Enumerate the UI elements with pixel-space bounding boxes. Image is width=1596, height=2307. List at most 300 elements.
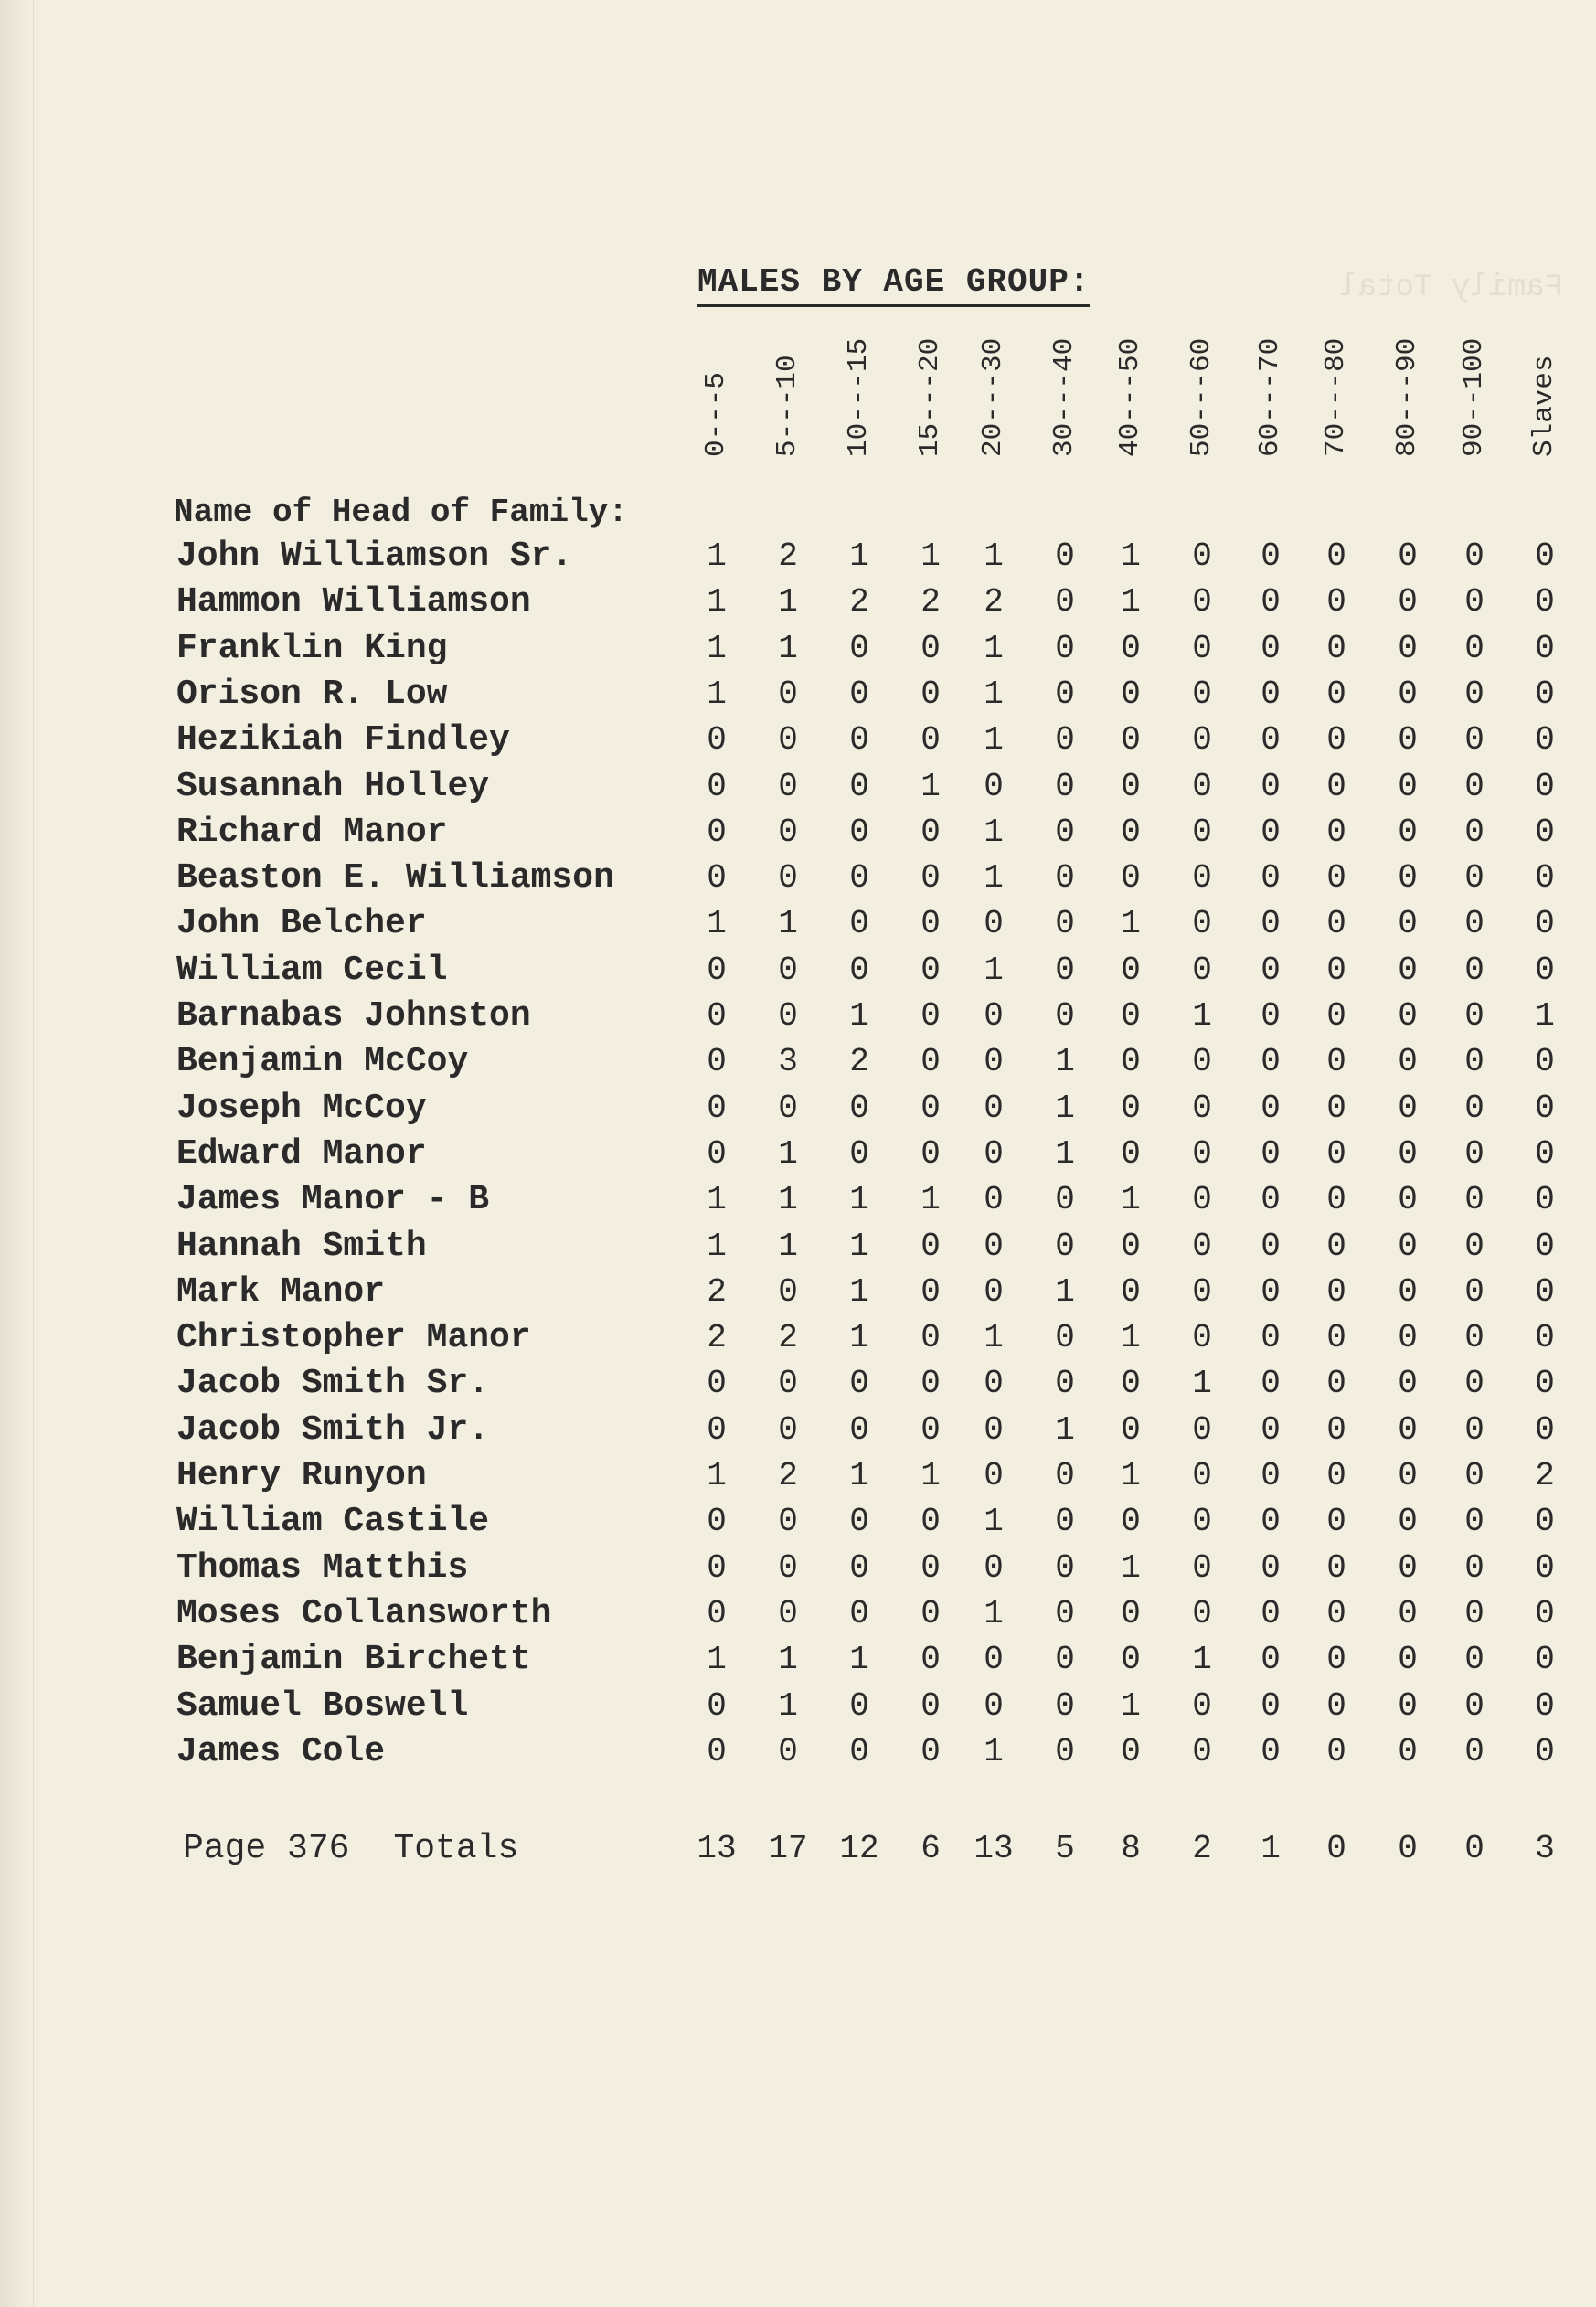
count-cell: 1: [1055, 1134, 1075, 1173]
count-cell: 1: [1055, 1272, 1075, 1311]
column-header: [1527, 320, 1563, 494]
count-cell: 0: [1398, 1272, 1418, 1311]
count-cell: 0: [1055, 675, 1075, 713]
count-cell: 2: [984, 583, 1004, 622]
count-cell: 1: [707, 1457, 727, 1494]
count-cell: 0: [1398, 1503, 1418, 1541]
count-cell: 1: [1192, 997, 1212, 1035]
count-cell: 0: [778, 997, 798, 1035]
count-cell: 0: [1261, 675, 1281, 713]
count-cell: 0: [1261, 1457, 1281, 1494]
count-cell: 0: [707, 813, 727, 851]
count-cell: 0: [1326, 1181, 1346, 1219]
count-cell: 1: [778, 1227, 798, 1265]
count-cell: 0: [1326, 997, 1346, 1035]
table-row: [0, 901, 1596, 947]
total-cell: 8: [1121, 1830, 1141, 1867]
count-cell: 0: [1326, 721, 1346, 760]
count-cell: 0: [1261, 721, 1281, 760]
table-row: [0, 1453, 1596, 1499]
column-header: [1184, 320, 1220, 494]
count-cell: 0: [1464, 1181, 1484, 1219]
count-cell: 0: [1121, 1089, 1141, 1127]
count-cell: 0: [920, 951, 941, 989]
count-cell: 0: [1535, 859, 1555, 898]
count-cell: 0: [1398, 859, 1418, 898]
count-cell: 0: [778, 675, 798, 713]
count-cell: 0: [1055, 1457, 1075, 1494]
count-cell: 0: [849, 859, 869, 898]
column-header: [770, 320, 806, 494]
count-cell: 0: [920, 1089, 941, 1127]
count-cell: 0: [1398, 583, 1418, 622]
count-cell: 0: [1261, 537, 1281, 575]
count-cell: 0: [1121, 1641, 1141, 1679]
count-cell: 0: [1398, 1134, 1418, 1173]
count-cell: 0: [1055, 1548, 1075, 1587]
count-cell: 0: [1055, 1365, 1075, 1403]
total-cell: 12: [839, 1830, 879, 1867]
count-cell: 0: [1121, 951, 1141, 989]
count-cell: 1: [984, 1732, 1004, 1770]
count-cell: 0: [984, 1548, 1004, 1587]
count-cell: 0: [1535, 675, 1555, 713]
head-of-family-name: Samuel Boswell: [176, 1685, 469, 1726]
count-cell: 0: [1398, 951, 1418, 989]
table-row: [0, 1177, 1596, 1223]
column-header-label: 20---30: [977, 337, 1009, 457]
count-cell: 0: [849, 1134, 869, 1173]
count-cell: 0: [920, 905, 941, 943]
count-cell: 0: [1398, 1319, 1418, 1357]
count-cell: 1: [1121, 1686, 1141, 1725]
table-row: [0, 1408, 1596, 1453]
count-cell: 0: [1326, 583, 1346, 622]
count-cell: 0: [1055, 859, 1075, 898]
count-cell: 1: [707, 583, 727, 622]
count-cell: 0: [1055, 629, 1075, 667]
count-cell: 0: [920, 1365, 941, 1403]
count-cell: 2: [778, 1319, 798, 1357]
count-cell: 0: [1398, 1457, 1418, 1494]
count-cell: 0: [1261, 1641, 1281, 1679]
count-cell: 0: [1055, 537, 1075, 575]
count-cell: 1: [1192, 1365, 1212, 1403]
column-header: [1047, 320, 1083, 494]
count-cell: 0: [1261, 813, 1281, 851]
count-cell: 0: [849, 629, 869, 667]
count-cell: 0: [920, 1272, 941, 1311]
count-cell: 0: [707, 859, 727, 898]
head-of-family-name: James Cole: [176, 1731, 386, 1771]
head-of-family-name: Moses Collansworth: [176, 1593, 552, 1633]
count-cell: 1: [778, 1641, 798, 1679]
count-cell: 0: [778, 721, 798, 760]
count-cell: 0: [1326, 629, 1346, 667]
count-cell: 0: [1535, 721, 1555, 760]
count-cell: 0: [707, 1503, 727, 1541]
count-cell: 1: [849, 1181, 869, 1219]
count-cell: 0: [1398, 1227, 1418, 1265]
table-heading: MALES BY AGE GROUP:: [697, 263, 1090, 307]
count-cell: 0: [920, 1594, 941, 1632]
column-header: [912, 320, 949, 494]
column-header-label: 10---15: [843, 337, 875, 457]
count-cell: 0: [1192, 905, 1212, 943]
count-cell: 1: [984, 1594, 1004, 1632]
head-of-family-name: Orison R. Low: [176, 674, 448, 714]
count-cell: 0: [1398, 905, 1418, 943]
table-row: [0, 1591, 1596, 1637]
count-cell: 1: [849, 537, 869, 575]
count-cell: 0: [1055, 813, 1075, 851]
count-cell: 0: [707, 997, 727, 1035]
count-cell: 1: [778, 1134, 798, 1173]
count-cell: 1: [1121, 905, 1141, 943]
count-cell: 0: [984, 1181, 1004, 1219]
count-cell: 0: [1464, 629, 1484, 667]
count-cell: 0: [984, 997, 1004, 1035]
count-cell: 0: [1398, 1410, 1418, 1449]
head-of-family-name: Mark Manor: [176, 1271, 386, 1312]
count-cell: 0: [707, 1686, 727, 1725]
count-cell: 0: [1398, 1365, 1418, 1403]
count-cell: 0: [920, 1548, 941, 1587]
count-cell: 0: [778, 1594, 798, 1632]
table-row: [0, 626, 1596, 672]
head-of-family-name: Susannah Holley: [176, 766, 490, 806]
head-of-family-name: Hezikiah Findley: [176, 720, 510, 760]
column-header: [1456, 320, 1493, 494]
count-cell: 0: [1121, 721, 1141, 760]
count-cell: 0: [1261, 859, 1281, 898]
column-header-label: 5---10: [771, 355, 803, 457]
count-cell: 0: [1055, 905, 1075, 943]
count-cell: 0: [1398, 537, 1418, 575]
count-cell: 0: [849, 767, 869, 805]
count-cell: 0: [1398, 1641, 1418, 1679]
total-cell: 0: [1398, 1830, 1418, 1867]
table-row: [0, 764, 1596, 810]
count-cell: 0: [1261, 629, 1281, 667]
count-cell: 1: [920, 767, 941, 805]
count-cell: 0: [1261, 1686, 1281, 1725]
count-cell: 0: [1326, 1043, 1346, 1081]
count-cell: 0: [1192, 1686, 1212, 1725]
count-cell: 1: [707, 1227, 727, 1265]
table-row: [0, 1132, 1596, 1177]
count-cell: 0: [1192, 813, 1212, 851]
count-cell: 0: [707, 721, 727, 760]
count-cell: 1: [984, 629, 1004, 667]
count-cell: 0: [984, 1272, 1004, 1311]
count-cell: 0: [1121, 1503, 1141, 1541]
count-cell: 1: [1055, 1410, 1075, 1449]
count-cell: 0: [984, 1457, 1004, 1494]
count-cell: 0: [1535, 1641, 1555, 1679]
column-header: [1252, 320, 1289, 494]
count-cell: 0: [1326, 1457, 1346, 1494]
count-cell: 1: [1121, 1457, 1141, 1494]
count-cell: 0: [920, 1319, 941, 1357]
count-cell: 0: [1192, 1089, 1212, 1127]
count-cell: 0: [984, 767, 1004, 805]
count-cell: 0: [849, 1686, 869, 1725]
totals-row: [0, 1826, 1596, 1872]
count-cell: 0: [1464, 1410, 1484, 1449]
count-cell: 0: [1464, 1732, 1484, 1770]
count-cell: 0: [1121, 629, 1141, 667]
head-of-family-name: James Manor - B: [176, 1180, 490, 1220]
count-cell: 1: [984, 813, 1004, 851]
count-cell: 0: [1055, 721, 1075, 760]
count-cell: 0: [920, 1043, 941, 1081]
count-cell: 0: [1464, 1641, 1484, 1679]
count-cell: 1: [849, 1319, 869, 1357]
count-cell: 0: [1398, 1594, 1418, 1632]
count-cell: 0: [984, 1686, 1004, 1725]
count-cell: 0: [1326, 905, 1346, 943]
count-cell: 0: [1261, 1548, 1281, 1587]
count-cell: 0: [920, 813, 941, 851]
count-cell: 0: [1192, 859, 1212, 898]
count-cell: 0: [1121, 997, 1141, 1035]
count-cell: 0: [707, 1410, 727, 1449]
table-row: [0, 856, 1596, 901]
head-of-family-name: Henry Runyon: [176, 1456, 427, 1495]
count-cell: 0: [1326, 1319, 1346, 1357]
count-cell: 0: [1464, 1686, 1484, 1725]
count-cell: 0: [1326, 859, 1346, 898]
count-cell: 1: [778, 905, 798, 943]
count-cell: 0: [778, 1089, 798, 1127]
count-cell: 0: [1535, 1365, 1555, 1403]
count-cell: 0: [849, 1594, 869, 1632]
total-cell: 0: [1464, 1830, 1484, 1867]
count-cell: 0: [1326, 1365, 1346, 1403]
age-group-column-headers: [0, 320, 1596, 494]
count-cell: 0: [1261, 1319, 1281, 1357]
count-cell: 0: [1535, 1548, 1555, 1587]
count-cell: 0: [1464, 1594, 1484, 1632]
count-cell: 0: [1121, 1410, 1141, 1449]
count-cell: 0: [1121, 813, 1141, 851]
count-cell: 0: [1464, 905, 1484, 943]
count-cell: 0: [1398, 721, 1418, 760]
total-cell: 2: [1192, 1830, 1212, 1867]
count-cell: 1: [707, 1641, 727, 1679]
count-cell: 0: [1192, 1548, 1212, 1587]
total-cell: 13: [974, 1830, 1014, 1867]
count-cell: 0: [1055, 583, 1075, 622]
count-cell: 1: [1121, 537, 1141, 575]
count-cell: 0: [1326, 1641, 1346, 1679]
count-cell: 0: [1326, 1272, 1346, 1311]
count-cell: 0: [1121, 1227, 1141, 1265]
count-cell: 0: [1464, 1227, 1484, 1265]
table-row: [0, 1637, 1596, 1683]
count-cell: 0: [1535, 1732, 1555, 1770]
name-column-label: Name of Head of Family:: [174, 494, 628, 531]
count-cell: 1: [849, 1272, 869, 1311]
count-cell: 0: [849, 1410, 869, 1449]
count-cell: 1: [707, 675, 727, 713]
count-cell: 0: [1192, 537, 1212, 575]
count-cell: 0: [707, 1548, 727, 1587]
count-cell: 0: [1192, 767, 1212, 805]
count-cell: 0: [920, 1503, 941, 1541]
count-cell: 0: [1121, 859, 1141, 898]
count-cell: 0: [1326, 1548, 1346, 1587]
count-cell: 0: [1192, 629, 1212, 667]
count-cell: 0: [849, 1503, 869, 1541]
column-header-label: Slaves: [1528, 355, 1560, 457]
count-cell: 0: [1535, 1089, 1555, 1127]
count-cell: 0: [1326, 1594, 1346, 1632]
count-cell: 0: [778, 813, 798, 851]
count-cell: 0: [1261, 1365, 1281, 1403]
column-header-label: 15---20: [914, 337, 946, 457]
count-cell: 0: [984, 1043, 1004, 1081]
count-cell: 0: [1326, 951, 1346, 989]
count-cell: 1: [984, 1319, 1004, 1357]
count-cell: 0: [1326, 1410, 1346, 1449]
head-of-family-name: Jacob Smith Sr.: [176, 1364, 490, 1404]
count-cell: 0: [1261, 1043, 1281, 1081]
count-cell: 0: [920, 629, 941, 667]
count-cell: 0: [1261, 1410, 1281, 1449]
count-cell: 0: [1192, 1457, 1212, 1494]
head-of-family-name: Christopher Manor: [176, 1318, 531, 1358]
column-header-label: 50---60: [1186, 337, 1218, 457]
table-row: [0, 1270, 1596, 1315]
total-cell: 3: [1535, 1830, 1555, 1867]
count-cell: 1: [778, 1686, 798, 1725]
count-cell: 0: [984, 905, 1004, 943]
count-cell: 0: [1121, 767, 1141, 805]
count-cell: 0: [849, 721, 869, 760]
head-of-family-name: John Williamson Sr.: [176, 537, 573, 576]
count-cell: 0: [984, 1089, 1004, 1127]
table-row: [0, 1684, 1596, 1729]
count-cell: 0: [920, 1641, 941, 1679]
count-cell: 0: [1192, 1272, 1212, 1311]
count-cell: 0: [1464, 1457, 1484, 1494]
table-row: [0, 672, 1596, 718]
count-cell: 1: [984, 951, 1004, 989]
count-cell: 1: [849, 1641, 869, 1679]
count-cell: 0: [1192, 1503, 1212, 1541]
column-header: [975, 320, 1012, 494]
count-cell: 0: [1464, 1089, 1484, 1127]
count-cell: 0: [1326, 767, 1346, 805]
column-header: [841, 320, 878, 494]
count-cell: 0: [1464, 1272, 1484, 1311]
head-of-family-name: William Cecil: [176, 950, 448, 990]
count-cell: 0: [778, 859, 798, 898]
count-cell: 2: [1535, 1457, 1555, 1494]
count-cell: 0: [1398, 1089, 1418, 1127]
totals-text: Totals: [393, 1829, 519, 1868]
count-cell: 1: [778, 629, 798, 667]
count-cell: 0: [707, 1134, 727, 1173]
count-cell: 0: [1326, 813, 1346, 851]
count-cell: 0: [984, 1641, 1004, 1679]
total-cell: 13: [697, 1830, 737, 1867]
count-cell: 1: [1121, 1319, 1141, 1357]
head-of-family-name: Thomas Matthis: [176, 1547, 469, 1588]
count-cell: 0: [1464, 537, 1484, 575]
table-row: [0, 1361, 1596, 1407]
count-cell: 0: [1464, 813, 1484, 851]
table-row: [0, 579, 1596, 625]
count-cell: 0: [707, 1043, 727, 1081]
count-cell: 0: [1326, 1732, 1346, 1770]
count-cell: 0: [1055, 767, 1075, 805]
count-cell: 0: [1261, 767, 1281, 805]
count-cell: 0: [920, 1227, 941, 1265]
count-cell: 1: [849, 997, 869, 1035]
count-cell: 0: [778, 767, 798, 805]
count-cell: 0: [1261, 1181, 1281, 1219]
count-cell: 0: [1121, 1365, 1141, 1403]
count-cell: 0: [984, 1365, 1004, 1403]
count-cell: 1: [707, 905, 727, 943]
count-cell: 0: [1055, 1227, 1075, 1265]
table-row: [0, 534, 1596, 579]
count-cell: 0: [1261, 1272, 1281, 1311]
count-cell: 0: [1326, 1227, 1346, 1265]
count-cell: 0: [849, 1365, 869, 1403]
count-cell: 0: [778, 1272, 798, 1311]
count-cell: 0: [1121, 1134, 1141, 1173]
count-cell: 0: [1535, 583, 1555, 622]
total-cell: 5: [1055, 1830, 1075, 1867]
count-cell: 0: [1535, 813, 1555, 851]
count-cell: 0: [1535, 1181, 1555, 1219]
count-cell: 0: [1464, 1503, 1484, 1541]
head-of-family-name: Hammon Williamson: [176, 582, 531, 622]
count-cell: 0: [849, 1089, 869, 1127]
count-cell: 0: [1464, 1548, 1484, 1587]
count-cell: 1: [707, 629, 727, 667]
count-cell: 0: [1261, 1089, 1281, 1127]
count-cell: 0: [1535, 1410, 1555, 1449]
count-cell: 0: [1398, 813, 1418, 851]
count-cell: 1: [984, 675, 1004, 713]
count-cell: 0: [1326, 1686, 1346, 1725]
count-cell: 0: [1535, 1503, 1555, 1541]
count-cell: 0: [707, 767, 727, 805]
count-cell: 0: [1261, 1503, 1281, 1541]
count-cell: 0: [1464, 951, 1484, 989]
count-cell: 0: [1261, 583, 1281, 622]
count-cell: 1: [707, 1181, 727, 1219]
count-cell: 0: [1464, 721, 1484, 760]
count-cell: 2: [778, 1457, 798, 1494]
column-header-label: 70---80: [1320, 337, 1352, 457]
count-cell: 0: [1261, 997, 1281, 1035]
count-cell: 0: [1398, 1181, 1418, 1219]
table-row: [0, 1729, 1596, 1775]
count-cell: 0: [849, 905, 869, 943]
count-cell: 0: [1398, 1686, 1418, 1725]
count-cell: 0: [778, 1365, 798, 1403]
count-cell: 0: [1535, 1134, 1555, 1173]
count-cell: 0: [1055, 1503, 1075, 1541]
count-cell: 0: [920, 1410, 941, 1449]
count-cell: 0: [1326, 1089, 1346, 1127]
